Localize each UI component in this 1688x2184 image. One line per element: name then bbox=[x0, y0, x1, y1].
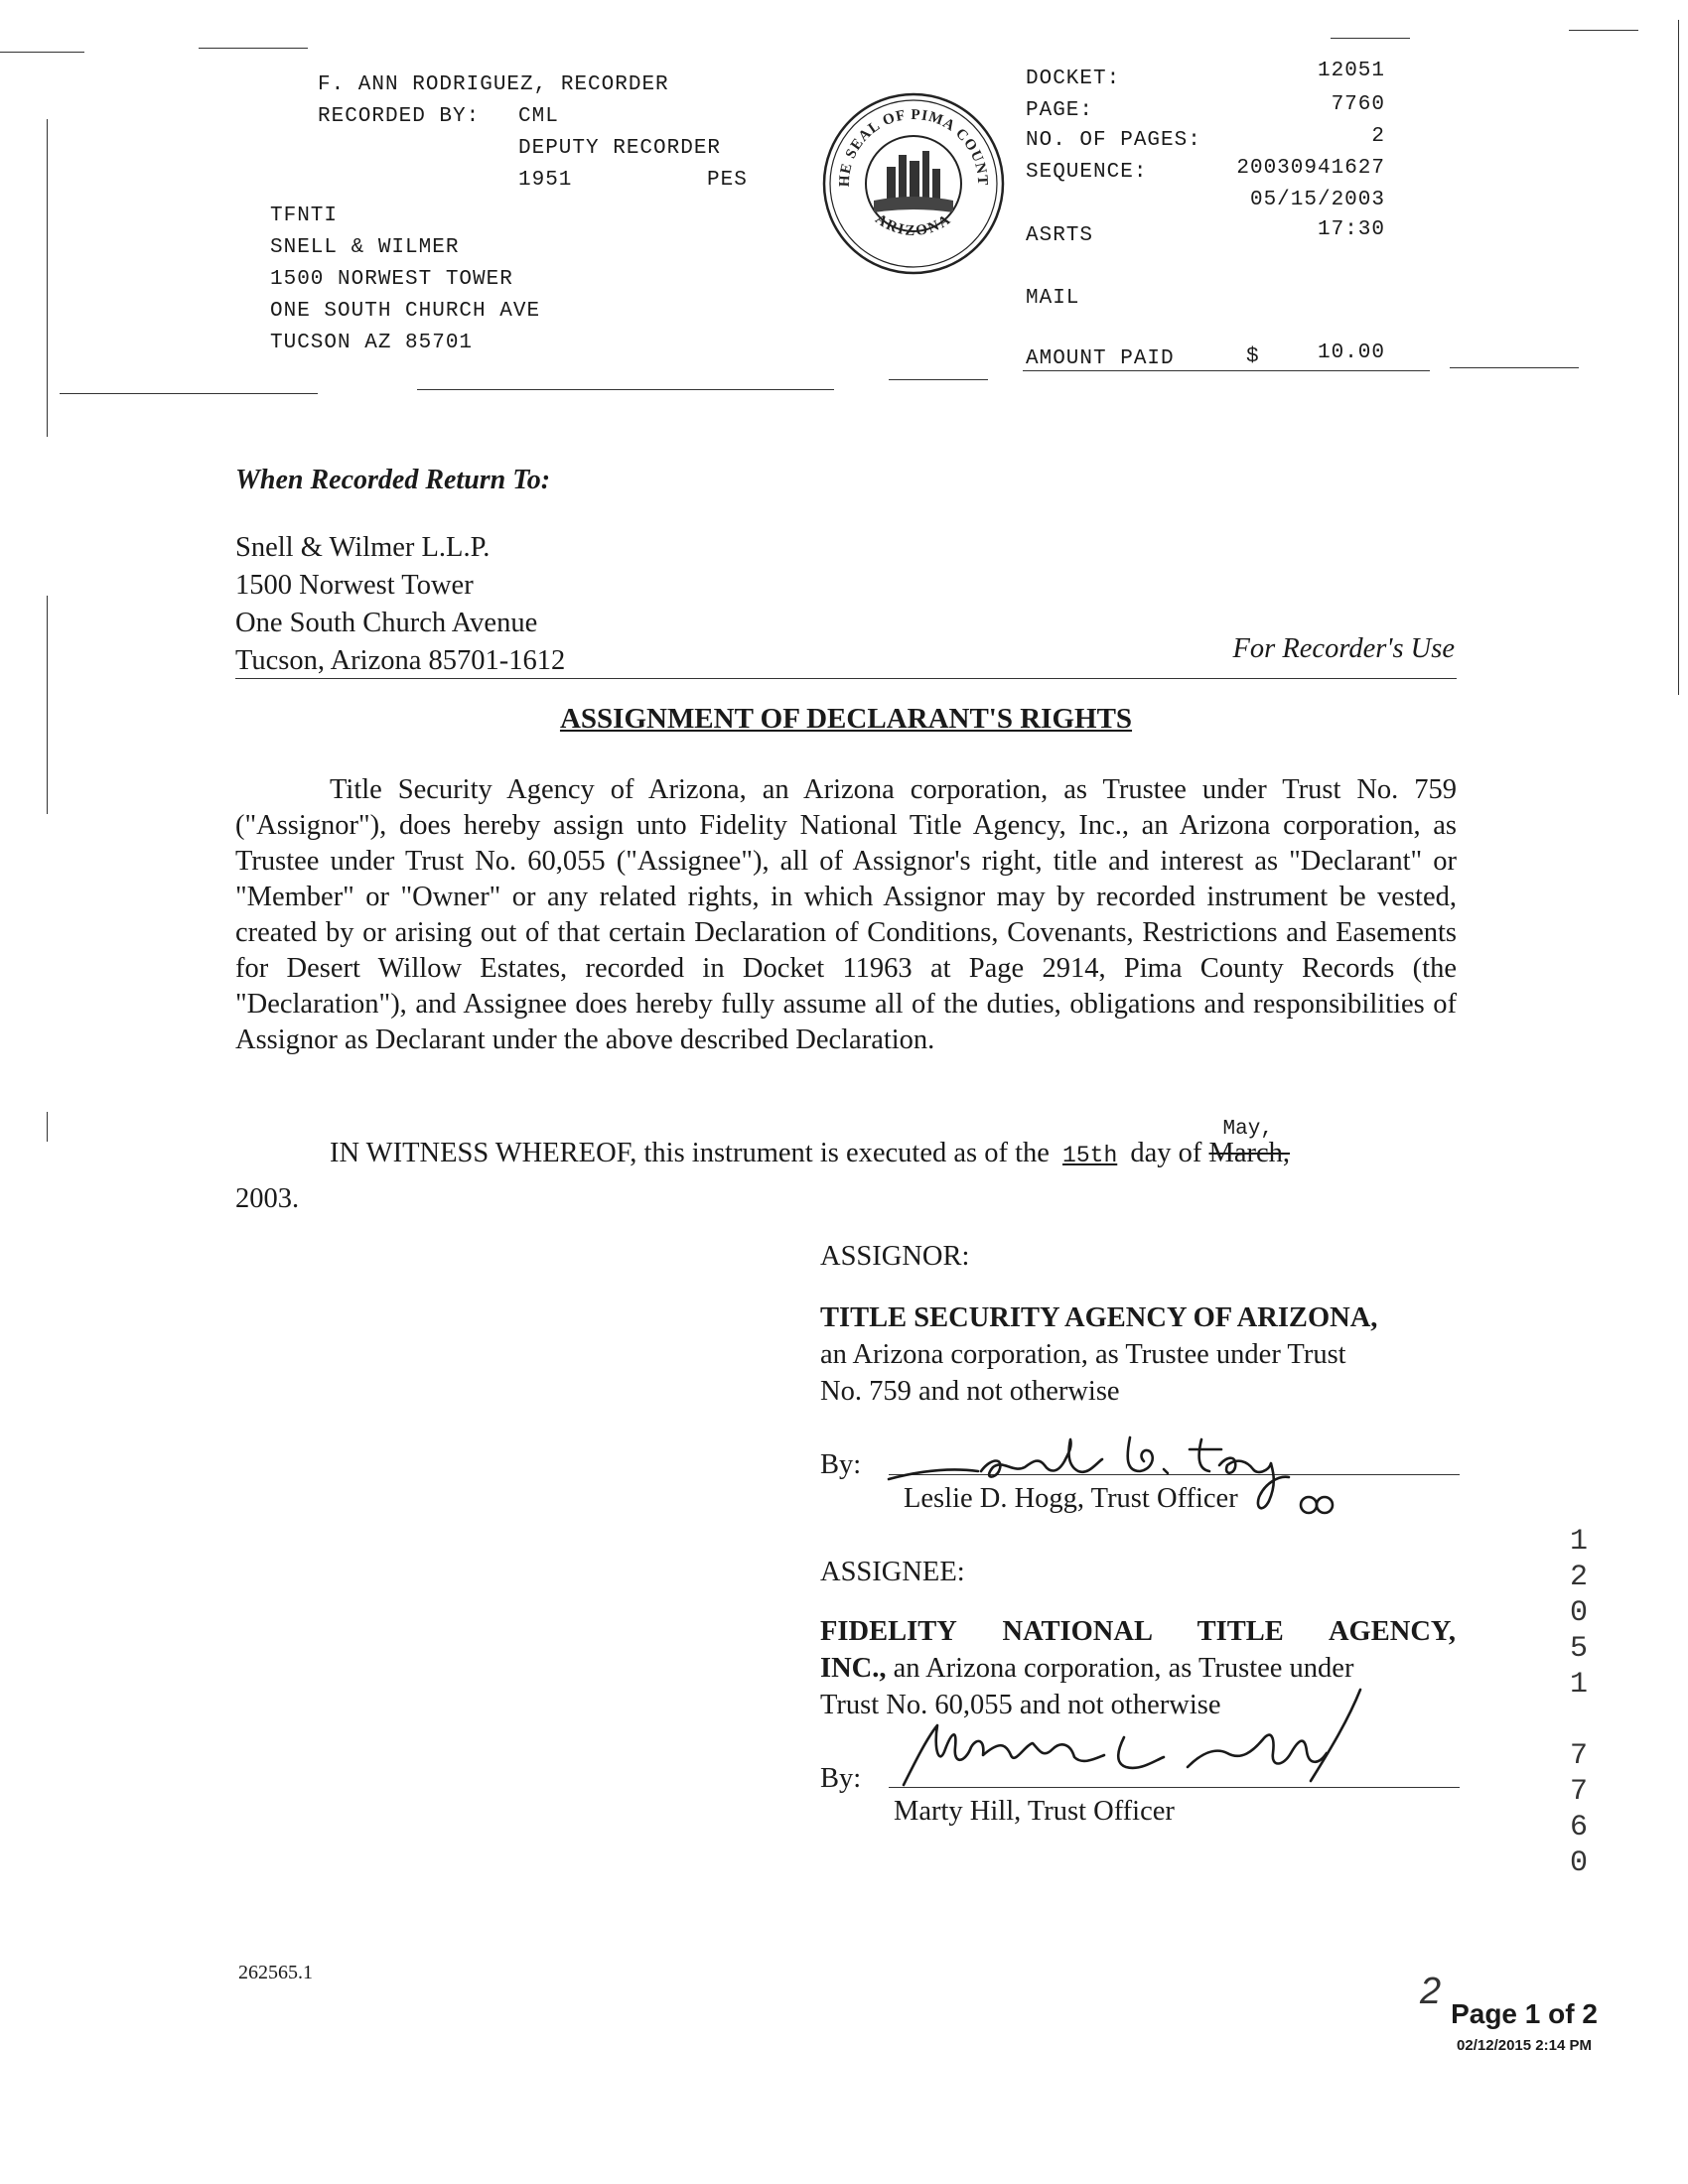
return-to-line: 1500 Norwest Tower bbox=[235, 570, 474, 601]
address-line: TUCSON AZ 85701 bbox=[270, 332, 474, 354]
print-timestamp: 02/12/2015 2:14 PM bbox=[1457, 2037, 1592, 2054]
deputy-recorder: DEPUTY RECORDER bbox=[518, 137, 722, 160]
docket-label: DOCKET: bbox=[1026, 68, 1121, 90]
seal-text-top: HE SEAL OF PIMA COUNT bbox=[836, 106, 991, 188]
document-number: 262565.1 bbox=[238, 1962, 313, 1983]
vertical-docket-stamp: 1 2 0 5 1 7 7 6 0 bbox=[1569, 1525, 1588, 1880]
assignee-description: INC., an Arizona corporation, as Trustee under bbox=[820, 1653, 1354, 1684]
handwritten-page-mark: 2 bbox=[1420, 1971, 1442, 2012]
county-seal bbox=[819, 89, 1008, 278]
recorders-use-rule bbox=[235, 678, 1457, 679]
return-to-line: Tucson, Arizona 85701-1612 bbox=[235, 645, 566, 676]
record-time: 17:30 bbox=[1317, 218, 1385, 241]
witness-year: 2003. bbox=[235, 1183, 300, 1214]
seal-graphic bbox=[819, 89, 1008, 278]
assignee-signer: Marty Hill, Trust Officer bbox=[894, 1796, 1175, 1827]
assignor-by-label: By: bbox=[820, 1449, 862, 1480]
page-label: PAGE: bbox=[1026, 99, 1094, 122]
header-bottom-rule bbox=[60, 393, 318, 394]
witness-day-word: day of bbox=[1130, 1138, 1202, 1168]
return-to-line: Snell & Wilmer L.L.P. bbox=[235, 532, 491, 563]
inserted-month: May, bbox=[1222, 1118, 1273, 1141]
scan-edge-line bbox=[0, 52, 84, 53]
scan-edge-line bbox=[1331, 38, 1410, 39]
scan-edge-line bbox=[1569, 30, 1638, 31]
address-line: 1500 NORWEST TOWER bbox=[270, 268, 513, 291]
asrts-label: ASRTS bbox=[1026, 224, 1094, 247]
witness-clause bbox=[330, 1118, 1291, 1173]
scan-edge-line bbox=[1678, 20, 1679, 695]
struck-month: March, May, bbox=[1209, 1138, 1291, 1168]
docket-value: 12051 bbox=[1317, 60, 1385, 82]
recorded-by-label: RECORDED BY: bbox=[318, 105, 481, 128]
assignor-signer: Leslie D. Hogg, Trust Officer bbox=[904, 1483, 1238, 1514]
scan-edge-line bbox=[47, 119, 48, 437]
witness-prefix: IN WITNESS WHEREOF, this instrument is executed as of the bbox=[330, 1138, 1050, 1168]
deputy-code: 1951 bbox=[518, 169, 573, 192]
deputy-initials: PES bbox=[707, 169, 748, 192]
header-bottom-rule bbox=[417, 389, 834, 390]
seal-text-bottom: ARIZONA bbox=[872, 210, 955, 240]
assignee-signature bbox=[894, 1678, 1390, 1807]
recorded-by-value: CML bbox=[518, 105, 559, 128]
assignee-by-label: By: bbox=[820, 1763, 862, 1794]
return-to-heading: When Recorded Return To: bbox=[235, 465, 551, 495]
recorder-name: F. ANN RODRIGUEZ, RECORDER bbox=[318, 73, 669, 96]
page-indicator: Page 1 of 2 bbox=[1451, 1998, 1598, 2029]
body-paragraph: Title Security Agency of Arizona, an Arizona corporation, as Trustee under Trust No. 759 ("Assignor"), does hereby assign unto Fidelity National Title Agency, Inc., an Arizona corporation, as Trustee under Trust No. 60,055 ("Assignee"), all of Assignor's right, title and interest as "Declarant" or "Member" or "Owner" or any related rights, in which Assignor may by recorded instrument be vested, created by or arising out of that certain Declaration of Conditions, Covenants, Restrictions and Easements for Desert Willow Estates, recorded in Docket 11963 at Page 2914, Pima County Records (the "Declaration"), and Assignee does hereby fully assume all of the duties, obligations and responsibilities of Assignor as Declarant under the above described Declaration. bbox=[235, 774, 1457, 1055]
return-to-line: One South Church Avenue bbox=[235, 608, 538, 638]
assignor-description: an Arizona corporation, as Trustee under Trust bbox=[820, 1339, 1346, 1370]
svg-text:ARIZONA bbox=[872, 211, 954, 239]
pages-label: NO. OF PAGES: bbox=[1026, 129, 1201, 152]
assignor-description: No. 759 and not otherwise bbox=[820, 1376, 1120, 1407]
amount-currency: $ bbox=[1246, 345, 1260, 368]
address-line: ONE SOUTH CHURCH AVE bbox=[270, 300, 541, 323]
record-date: 05/15/2003 bbox=[1249, 189, 1385, 211]
assignee-label: ASSIGNEE: bbox=[820, 1557, 965, 1587]
sequence-value: 20030941627 bbox=[1236, 157, 1385, 180]
assignor-name: TITLE SECURITY AGENCY OF ARIZONA, bbox=[820, 1302, 1378, 1333]
address-line: SNELL & WILMER bbox=[270, 236, 460, 259]
assignee-name: FIDELITY NATIONAL TITLE AGENCY, bbox=[820, 1616, 1456, 1647]
recorders-use-label: For Recorder's Use bbox=[1232, 633, 1455, 664]
page-value: 7760 bbox=[1331, 93, 1385, 116]
scan-edge-line bbox=[199, 48, 308, 49]
header-bottom-rule bbox=[889, 379, 988, 380]
mail-label: MAIL bbox=[1026, 287, 1080, 310]
header-bottom-rule bbox=[1450, 367, 1579, 368]
assignee-description: Trust No. 60,055 and not otherwise bbox=[820, 1690, 1221, 1720]
sequence-label: SEQUENCE: bbox=[1026, 161, 1148, 184]
witness-day: 15th bbox=[1062, 1143, 1118, 1168]
amount-paid-value: 10.00 bbox=[1317, 341, 1385, 364]
party-code: TFNTI bbox=[270, 205, 339, 227]
scan-edge-line bbox=[47, 596, 48, 814]
assignor-label: ASSIGNOR: bbox=[820, 1241, 970, 1272]
document-title: ASSIGNMENT OF DECLARANT'S RIGHTS bbox=[559, 703, 1133, 735]
scan-edge-line bbox=[47, 1112, 48, 1142]
amount-paid-label: AMOUNT PAID bbox=[1026, 347, 1175, 370]
pages-value: 2 bbox=[1371, 125, 1385, 148]
